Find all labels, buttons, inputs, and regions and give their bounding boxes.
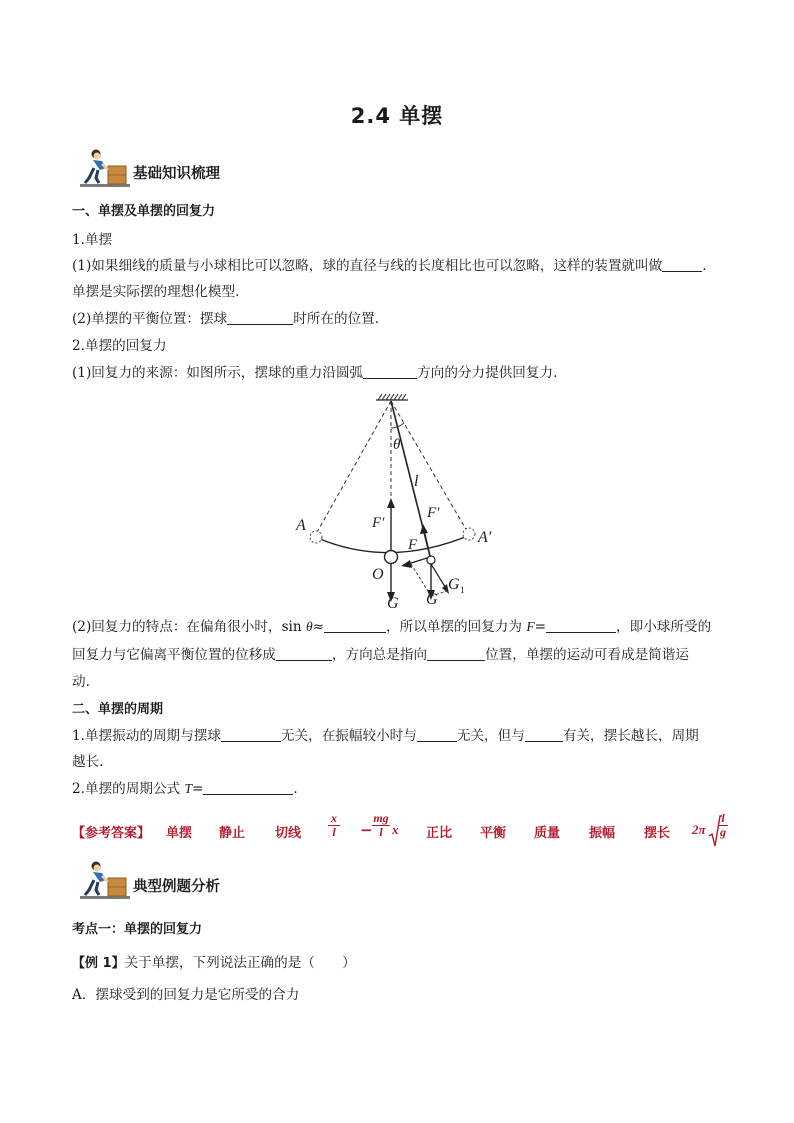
paragraph-6: 动.	[72, 674, 90, 690]
answer-blank[interactable]	[427, 646, 485, 661]
label-g1: G	[448, 576, 460, 593]
answer-period-coefficient: 2π	[692, 822, 706, 837]
answers-label: 【参考答案】	[72, 826, 151, 841]
answer-item: 质量	[534, 826, 561, 841]
label-g-right: G	[426, 591, 438, 608]
answer-blank[interactable]	[525, 727, 563, 742]
answer-item: 静止	[219, 826, 246, 841]
page-title: 2.4 单摆	[350, 104, 444, 128]
label-f-prime-center: F′	[372, 515, 385, 531]
answer-item: 单摆	[166, 826, 193, 841]
reference-answers	[72, 812, 732, 852]
answer-blank[interactable]	[324, 618, 386, 633]
tension-arrow-right	[424, 530, 430, 556]
item2-heading: 2.单摆的回复力	[72, 338, 167, 354]
paragraph-7: 1.单摆振动的周期与摆球 无关，在振幅较小时与 无关，但与 有关，摆长越长，周期	[72, 728, 699, 744]
paragraph-3: (1)回复力的来源：如图所示，摆球的重力沿圆弧 方向的分力提供回复力.	[72, 365, 558, 381]
person-pushing-box-icon	[80, 860, 130, 902]
answer-item: 平衡	[480, 826, 507, 841]
paragraph-1b: 单摆是实际摆的理想化模型.	[72, 284, 240, 300]
section-heading-basics: 基础知识梳理	[133, 166, 220, 182]
bob-position-a-prime	[463, 528, 475, 540]
label-a-prime: A′	[478, 529, 492, 546]
paragraph-4: (2)回复力的特点：在偏角很小时，sin θ≈ ，所以单摆的回复力为 F= ，即小球所受的	[72, 619, 712, 635]
answer-blank[interactable]	[363, 364, 417, 379]
label-length: l	[414, 473, 419, 490]
part2-title: 二、单摆的周期	[72, 702, 164, 717]
answer-blank[interactable]	[546, 618, 616, 633]
bob-position-o	[385, 551, 398, 564]
answer-fraction-x-over-l: $\frac{x}{l}$	[328, 812, 340, 839]
bob-position-a	[310, 531, 322, 543]
person-pushing-box-icon	[80, 148, 130, 190]
answer-blank[interactable]	[417, 727, 457, 742]
answer-item: 正比	[426, 826, 453, 841]
answer-item: 振幅	[589, 826, 616, 841]
ceiling-hatch	[378, 394, 406, 400]
answer-minus: −	[360, 821, 373, 839]
label-theta: θ	[393, 437, 401, 453]
answer-blank[interactable]	[203, 780, 293, 795]
example-1: 【例 1】关于单摆，下列说法正确的是（ ）	[72, 955, 356, 971]
section-heading-examples: 典型例题分析	[133, 879, 220, 895]
answer-blank[interactable]	[276, 646, 332, 661]
paragraph-9: 2.单摆的周期公式 T= .	[72, 781, 298, 797]
answer-blank[interactable]	[662, 257, 702, 272]
label-a: A	[296, 517, 306, 534]
item1-heading: 1.单摆	[72, 232, 113, 248]
answer-x: x	[392, 822, 399, 837]
label-g-center: G	[387, 595, 399, 612]
answer-fraction-mg-over-l: $\frac{mg}{l}$	[373, 811, 389, 839]
label-o: O	[372, 566, 384, 583]
answer-blank[interactable]	[221, 727, 281, 742]
label-f: F	[408, 537, 418, 553]
label-f-prime-right: F′	[427, 505, 440, 521]
answer-item: 摆长	[644, 826, 671, 841]
part1-title: 一、单摆及单摆的回复力	[72, 204, 216, 219]
answer-blank[interactable]	[227, 310, 293, 325]
paragraph-2: (2)单摆的平衡位置：摆球 时所在的位置.	[72, 311, 380, 327]
bob-displaced	[427, 556, 435, 564]
swing-arc	[320, 535, 470, 553]
label-g1-subscript: 1	[460, 585, 465, 595]
paragraph-8: 越长.	[72, 754, 104, 770]
topic-heading: 考点一：单摆的回复力	[72, 922, 203, 937]
paragraph-5: 回复力与它偏离平衡位置的位移成 ，方向总是指向 位置，单摆的运动可看成是简谐运	[72, 647, 689, 663]
answer-period-fraction: $\frac{l}{g}$	[720, 811, 726, 839]
pendulum-diagram	[290, 390, 510, 612]
option-a[interactable]: A．摆球受到的回复力是它所受的合力	[72, 987, 300, 1003]
answer-item: 切线	[275, 826, 302, 841]
paragraph-1a: (1)如果细线的质量与小球相比可以忽略，球的直径与线的长度相比也可以忽略，这样的装置就叫做 .	[72, 258, 707, 274]
